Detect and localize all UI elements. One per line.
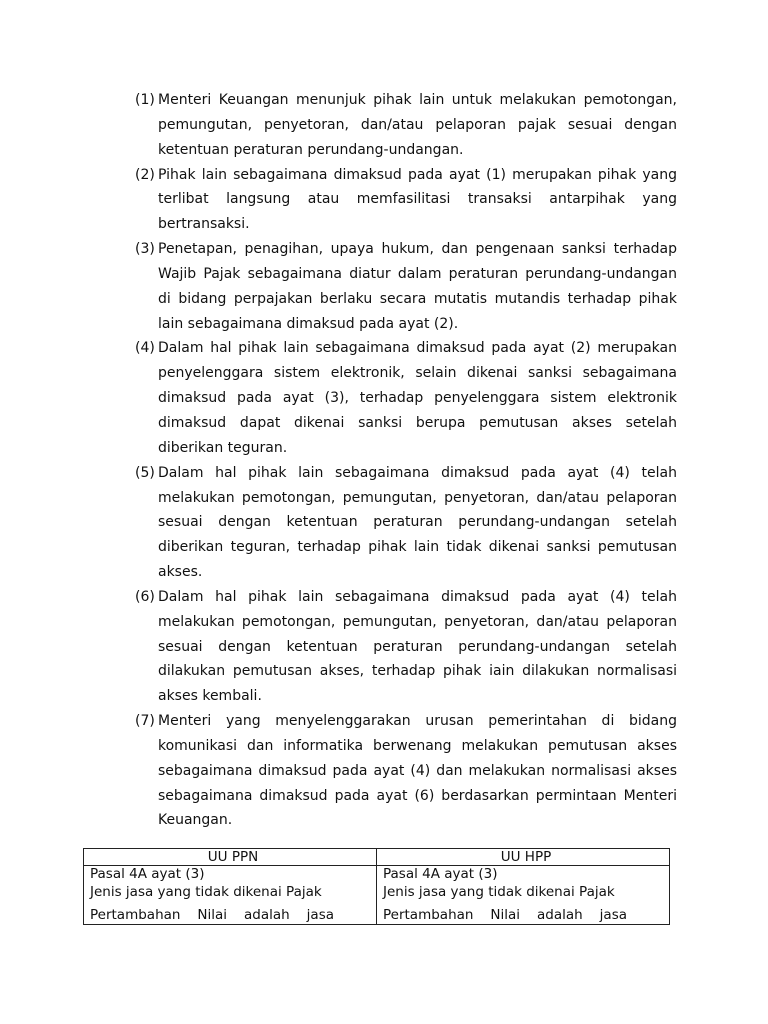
item-number: (5) xyxy=(135,464,155,481)
list-item xyxy=(135,461,677,585)
list-item xyxy=(135,336,677,460)
cell-text-line: Jenis jasa yang tidak dikenai Pajak xyxy=(90,884,322,900)
cell-text-line: Jenis jasa yang tidak dikenai Pajak xyxy=(383,884,615,900)
column-header-uu-ppn: UU PPN xyxy=(84,849,377,866)
item-text: Menteri Keuangan menunjuk pihak lain untuk melakukan pemotongan, pemungutan, penyetoran, dan/atau pelaporan pajak sesuai dengan ketentuan peraturan perundang-undangan. xyxy=(158,92,677,158)
item-text: Dalam hal pihak lain sebagaimana dimaksud pada ayat (2) merupakan penyelenggara sistem elektronik, selain dikenai sanksi sebagaimana dimaksud pada ayat (3), terhadap penyelenggara sistem elektronik dimaksud dapat dikenai sanksi berupa pemutusan akses setelah diberikan teguran. xyxy=(158,340,677,456)
list-item xyxy=(135,237,677,336)
cell-text-line: Pertambahan Nilai adalah jasa xyxy=(90,907,334,923)
table-row xyxy=(84,866,670,925)
column-header-uu-hpp: UU HPP xyxy=(377,849,670,866)
comparison-table xyxy=(83,848,670,925)
list-item xyxy=(135,709,677,833)
table-header-row xyxy=(84,849,670,866)
item-number: (1) xyxy=(135,92,155,108)
item-number: (3) xyxy=(135,241,155,258)
pasal-reference: Pasal 4A ayat (3) xyxy=(90,866,205,882)
cell-text-line: Pertambahan Nilai adalah jasa xyxy=(383,907,627,923)
list-item xyxy=(135,163,677,238)
item-number: (6) xyxy=(135,588,155,605)
table-cell-uu-hpp xyxy=(377,866,670,925)
table-cell-uu-ppn xyxy=(84,866,377,925)
item-text: Penetapan, penagihan, upaya hukum, dan pengenaan sanksi terhadap Wajib Pajak sebagaimana diatur dalam peraturan perundang-undangan di bidang perpajakan berlaku secara mutatis mutandis terhadap pihak lain sebagaimana dimaksud pada ayat (2). xyxy=(158,241,677,332)
item-text: Dalam hal pihak lain sebagaimana dimaksud pada ayat (4) telah melakukan pemotongan, pemungutan, penyetoran, dan/atau pelaporan sesuai dengan ketentuan peraturan perundang-undangan setelah diberikan teguran, terhadap pihak lain tidak dikenai sanksi pemutusan akses. xyxy=(158,464,677,581)
item-text: Menteri yang menyelenggarakan urusan pemerintahan di bidang komunikasi dan informatika berwenang melakukan pemutusan akses sebagaimana dimaksud pada ayat (4) dan melakukan normalisasi akses sebagaimana dimaksud pada ayat (6) berdasarkan permintaan Menteri Keuangan. xyxy=(158,713,677,829)
item-number: (2) xyxy=(135,166,155,183)
pasal-reference: Pasal 4A ayat (3) xyxy=(383,866,498,882)
numbered-list xyxy=(135,88,677,833)
item-number: (4) xyxy=(135,340,155,357)
list-item xyxy=(135,88,677,163)
item-number: (7) xyxy=(135,713,155,730)
item-text: Dalam hal pihak lain sebagaimana dimaksud pada ayat (4) telah melakukan pemotongan, pemungutan, penyetoran, dan/atau pelaporan sesuai dengan ketentuan peraturan perundang-undangan setelah dilakukan pemutusan akses, terhadap pihak iain dilakukan normalisasi akses kembali. xyxy=(158,588,677,705)
list-item xyxy=(135,585,677,709)
item-text: Pihak lain sebagaimana dimaksud pada ayat (1) merupakan pihak yang terlibat langsung atau memfasilitasi transaksi antarpihak yang bertransaksi. xyxy=(158,166,677,233)
